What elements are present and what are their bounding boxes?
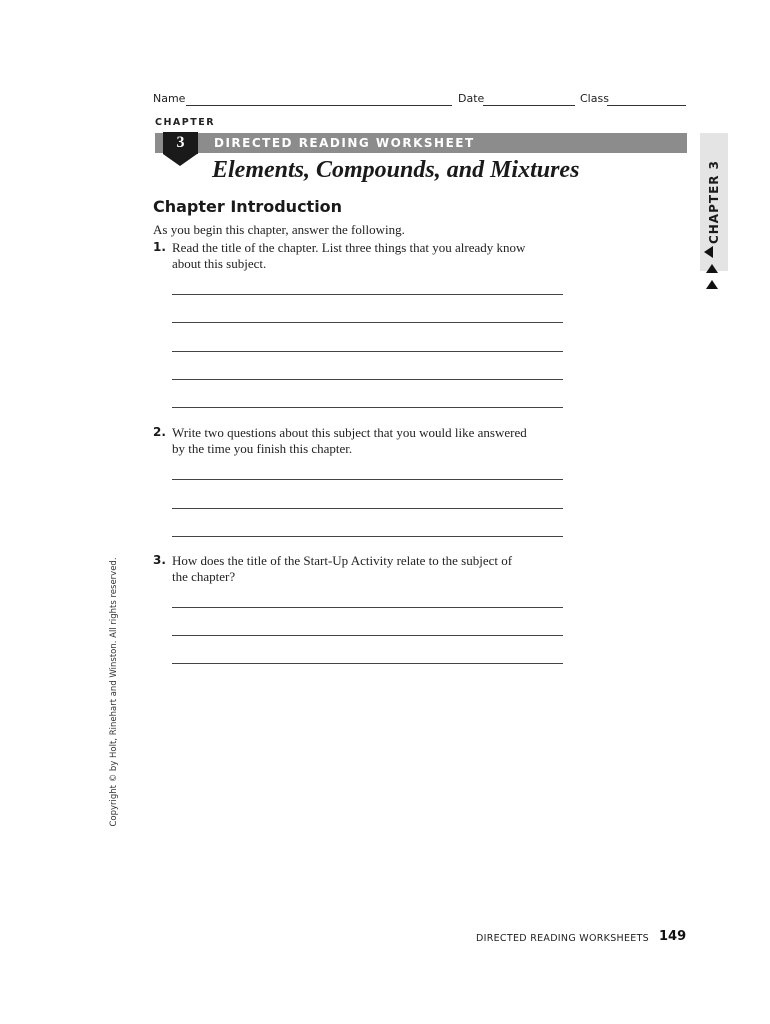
answer-line[interactable] [172,607,563,608]
date-label: Date [458,92,485,105]
question-text [172,553,572,585]
section-heading: Chapter Introduction [153,197,343,216]
answer-line[interactable] [172,536,563,537]
question-line: about this subject. [172,256,267,271]
side-tab-label: CHAPTER 3 [707,159,721,245]
question-line: by the time you finish this chapter. [172,441,353,456]
answer-line[interactable] [172,322,563,323]
page-number: 149 [659,929,687,944]
footer-label: DIRECTED READING WORKSHEETS [476,933,650,944]
page-title: Elements, Compounds, and Mixtures [212,157,580,183]
answer-line[interactable] [172,508,563,509]
copyright-notice: Copyright © by Holt, Rinehart and Winston. All rights reserved. [109,557,119,827]
intro-text: As you begin this chapter, answer the following. [153,222,405,237]
answer-line[interactable] [172,479,563,480]
answer-line[interactable] [172,407,563,408]
question-number: 2. [153,425,166,439]
question-text [172,240,572,272]
question-number: 1. [153,240,166,254]
arrow-left-icon [704,246,713,258]
name-label: Name [153,92,186,105]
answer-line[interactable] [172,663,563,664]
answer-line[interactable] [172,351,563,352]
chapter-badge-point [163,154,197,166]
question-text [172,425,572,457]
answer-line[interactable] [172,379,563,380]
chapter-kicker: CHAPTER [155,117,216,128]
answer-line[interactable] [172,294,563,295]
worksheet-type: DIRECTED READING WORKSHEET [214,136,475,150]
date-field[interactable] [483,105,575,106]
class-field[interactable] [607,105,686,106]
question-line: Write two questions about this subject that you would like answered [172,425,527,440]
question-number: 3. [153,553,166,567]
answer-line[interactable] [172,635,563,636]
question-line: the chapter? [172,569,236,584]
chapter-number: 3 [176,134,185,151]
name-field[interactable] [186,105,452,106]
question-line: How does the title of the Start-Up Activity relate to the subject of [172,553,513,568]
class-label: Class [580,92,609,105]
arrow-up-icon [706,280,718,289]
arrow-up-icon [706,264,718,273]
question-line: Read the title of the chapter. List three things that you already know [172,240,526,255]
